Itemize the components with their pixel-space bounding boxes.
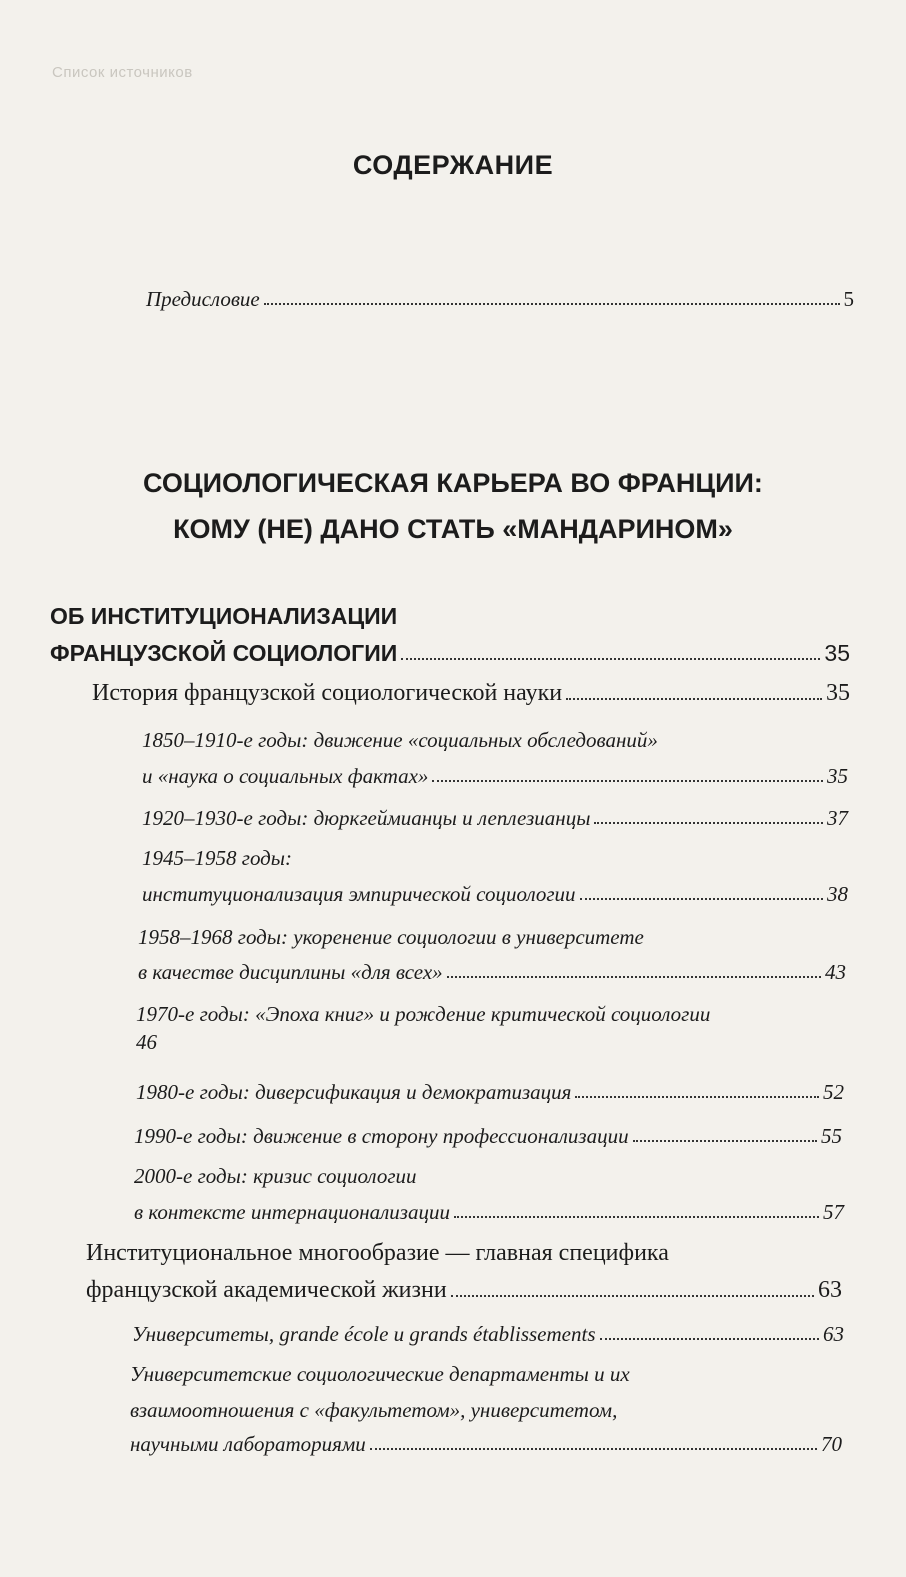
page-number: 35 bbox=[824, 640, 850, 666]
toc-item-universities[interactable]: Университеты, grande école и grands établissements 63 bbox=[132, 1322, 844, 1346]
leader-dots bbox=[454, 1216, 819, 1218]
toc-item-departments-line2: взаимоотношения с «факультетом», университетом, bbox=[130, 1398, 618, 1422]
toc-item-2000[interactable]: в контексте интернационализации 57 bbox=[134, 1200, 844, 1224]
toc-item-1945[interactable]: институционализация эмпирической социологии 38 bbox=[142, 882, 848, 906]
toc-entry-diversity-line1: Институциональное многообразие — главная специфика bbox=[86, 1240, 669, 1266]
section-title: СОЦИОЛОГИЧЕСКАЯ КАРЬЕРА ВО ФРАНЦИИ: КОМУ (НЕ) ДАНО СТАТЬ «МАНДАРИНОМ» bbox=[143, 468, 763, 544]
toc-item-1945-line1: 1945–1958 годы: bbox=[142, 846, 293, 870]
leader-dots bbox=[633, 1140, 817, 1142]
page-number: 63 bbox=[823, 1322, 844, 1346]
toc-entry-history[interactable]: История французской социологической науки 35 bbox=[92, 680, 850, 706]
toc-item-1850[interactable]: и «наука о социальных фактах» 35 bbox=[142, 764, 848, 788]
leader-dots bbox=[575, 1096, 819, 1098]
page-number: 35 bbox=[826, 680, 850, 706]
leader-dots bbox=[264, 303, 840, 305]
page-number: 5 bbox=[843, 287, 854, 311]
toc-entry-preface[interactable]: Предисловие 5 bbox=[146, 287, 854, 311]
toc-item-1850-line1: 1850–1910-е годы: движение «социальных обследований» bbox=[142, 728, 658, 752]
toc-item-1920[interactable]: 1920–1930-е годы: дюркгеймианцы и леплезианцы 37 bbox=[142, 806, 848, 830]
toc-entry-diversity[interactable]: французской академической жизни 63 bbox=[86, 1277, 842, 1303]
page-number: 43 bbox=[825, 960, 846, 984]
page-number: 38 bbox=[827, 882, 848, 906]
leader-dots bbox=[447, 976, 821, 978]
toc-item-1970-page[interactable]: 46 bbox=[136, 1030, 157, 1054]
toc-entry-chapter[interactable]: ФРАНЦУЗСКОЙ СОЦИОЛОГИИ 35 bbox=[50, 640, 850, 666]
page-number: 52 bbox=[823, 1080, 844, 1104]
leader-dots bbox=[451, 1295, 814, 1297]
page-number: 63 bbox=[818, 1277, 842, 1303]
page-title: СОДЕРЖАНИЕ bbox=[352, 150, 554, 180]
toc-item-1990[interactable]: 1990-е годы: движение в сторону профессионализации 55 bbox=[134, 1124, 842, 1148]
page-number: 55 bbox=[821, 1124, 842, 1148]
leader-dots bbox=[370, 1448, 817, 1450]
toc-item-departments-line1: Университетские социологические департаменты и их bbox=[130, 1362, 630, 1386]
toc-item-1970-line1: 1970-е годы: «Эпоха книг» и рождение критической социологии bbox=[136, 1002, 711, 1026]
toc-item-departments[interactable]: научными лабораториями 70 bbox=[130, 1432, 842, 1456]
leader-dots bbox=[401, 658, 820, 660]
page-number: 35 bbox=[827, 764, 848, 788]
running-head: Список источников bbox=[52, 64, 193, 81]
leader-dots bbox=[594, 822, 823, 824]
toc-item-1958[interactable]: в качестве дисциплины «для всех» 43 bbox=[138, 960, 846, 984]
toc-item-2000-line1: 2000-е годы: кризис социологии bbox=[134, 1164, 417, 1188]
toc-item-1980[interactable]: 1980-е годы: диверсификация и демократизация 52 bbox=[136, 1080, 844, 1104]
chapter-title-line1: ОБ ИНСТИТУЦИОНАЛИЗАЦИИ bbox=[50, 603, 398, 629]
leader-dots bbox=[580, 898, 823, 900]
toc-item-1958-line1: 1958–1968 годы: укоренение социологии в университете bbox=[138, 925, 644, 949]
page-number: 70 bbox=[821, 1432, 842, 1456]
leader-dots bbox=[566, 698, 822, 700]
page-number: 57 bbox=[823, 1200, 844, 1224]
leader-dots bbox=[600, 1338, 820, 1340]
page-number: 37 bbox=[827, 806, 848, 830]
leader-dots bbox=[432, 780, 823, 782]
